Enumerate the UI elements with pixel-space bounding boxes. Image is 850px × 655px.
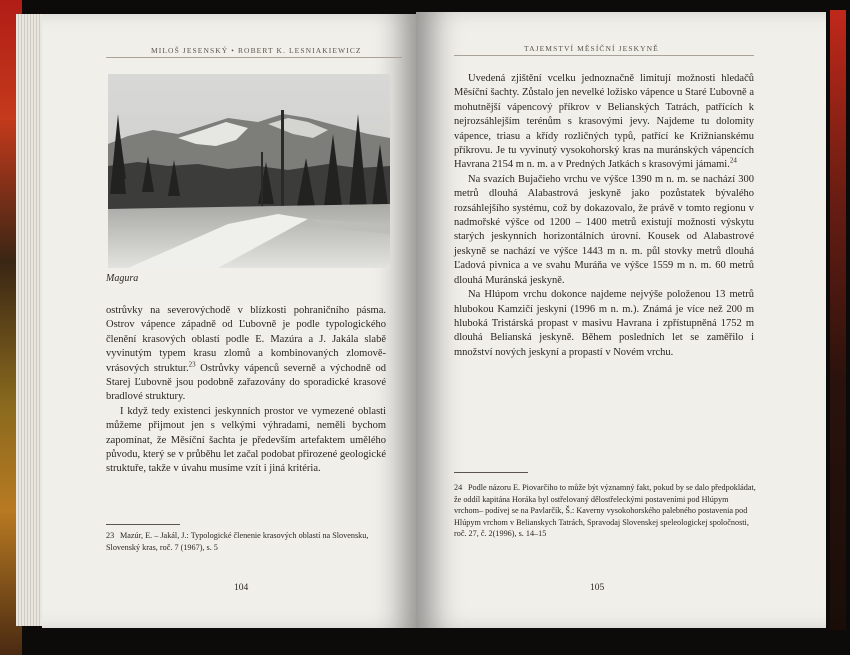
- footnote-ref: 24: [729, 156, 737, 165]
- paragraph-text: Uvedená zjištění vcelku jednoznačně limitují možnosti hledačů Měsíční šachty. Zůstalo jen nevelké ložisko vápence u Staré Ľubovně a mohutnější vápencový příkrov v Belianských Tatrách, patřících k nejrozsáhlejším terénům s krasovými jevy. Najdeme tu dolomity vápence, triasu a křídy rozličných typů, patřící ke Križnianskému příkrovu. Je tu vyvinutý vysokohorský kras na muránských vápencích Havrana 2154 m n. m. a v Predných Jatkách s krasovými jámami.: [454, 73, 754, 171]
- paragraph: [454, 72, 754, 173]
- running-head-title: TAJEMSTVÍ MĚSÍČNÍ JESKYNĚ: [524, 44, 659, 53]
- right-page: [416, 12, 826, 628]
- footnote-number: 24: [454, 483, 463, 492]
- left-body-text: [106, 304, 386, 477]
- paragraph: [106, 304, 386, 405]
- page-number: 104: [234, 583, 249, 593]
- page-number: 105: [590, 583, 605, 593]
- footnote-number: 23: [106, 531, 115, 540]
- left-page: [42, 14, 416, 628]
- paragraph-text: ostrůvky na severovýchodě v blízkosti pohraničního pásma. Ostrov vápence západně od Ľubovně je podle typologického členění krasových oblastí podle E. Mazúra a J. Jakála slabě vyvinutým typem krasu zlomů a kombinovaných zlomově-vrásových struktur.: [106, 305, 386, 374]
- running-head-authors: MILOŠ JESENSKÝ • ROBERT K. LESNIAKIEWICZ: [151, 46, 362, 55]
- footnote-rule: [106, 524, 180, 525]
- book-cover-edge-right: [830, 10, 846, 630]
- paragraph: Na Hlúpom vrchu dokonce najdeme nejvýše položenou 13 metrů hlubokou Kamzičí jeskyni (1996 m n. m.). Známá je více než 200 m hluboká Tristárská propast v masivu Havrana i zpřístupněná 1752 m dlouhá Belianská jeskyně. Během posledních let se zaměřilo i množství nových jeskyní a propastí v Novém vrchu.: [454, 289, 754, 358]
- running-head-rule: [454, 55, 754, 56]
- footnote-text: Podle názoru E. Piovarčiho to může být významný fakt, pokud by se dalo předpokládat, že oddíl kapitána Horáka byl ostřelovaný dělostřeleckými postaveními pod Hlúpym vrchom– podívej se na Pavlarčík, Š.: Kaverny vysokohorského palebného postavenia pod Hlúpym vrchom v Belianskych Tatrách, Spravodaj Slovenskej speleologickej spoločnosti, roč. 27, č. 2(1996), s. 14–15: [454, 483, 756, 538]
- footnote-rule: [454, 472, 528, 473]
- running-head-rule: [106, 57, 402, 58]
- photo-caption: Magura: [106, 273, 139, 284]
- paragraph-text-continued: Ostrůvky vápenců severně a východně od Starej Ľubovně jsou podobně zařazovány do sporadické krasové bradlové struktury.: [106, 362, 387, 403]
- photo-magura: [108, 74, 390, 268]
- right-body-text: [454, 72, 754, 360]
- paragraph: Na svazích Bujačieho vrchu ve výšce 1390 m n. m. se nachází 300 metrů dlouhá Alabastrová jeskyně jako pozůstatek bývalého rozsáhlejšího systému, což by dokazovalo, že právě v tomto regionu v nadmořské výšce od 1200 – 1400 metrů existují možnosti výskytu starých jeskynních horizontálních úrovní. Kousek od Alabastrové jeskyně se nachází ve výšce 1443 m n. m. půl stovky metrů dlouhá Ľadová pivnica a ve svahu Muráňa ve výšce 1559 m n. m. 60 metrů dlouhá Muránská jeskyně.: [454, 173, 754, 286]
- footnote-ref: 23: [188, 360, 196, 369]
- mountain-forest-photo: [108, 74, 390, 268]
- footnote-23: [106, 530, 388, 553]
- footnote-24: [454, 482, 758, 540]
- paragraph: I když tedy existenci jeskynních prostor ve vymezené oblasti můžeme přijmout jen s velkými výhradami, neměli bychom zapomínat, že Měsíční šachta je především artefaktem umělého původu, který se v průběhu let začal podobat přirozené geologické struktuře, takže v úvahu musíme vzít i jiná kritéria.: [106, 405, 386, 475]
- footnote-text: Mazúr, E. – Jakál, J.: Typologické členenie krasových oblastí na Slovensku, Slovenský kras, roč. 7 (1967), s. 5: [106, 531, 369, 552]
